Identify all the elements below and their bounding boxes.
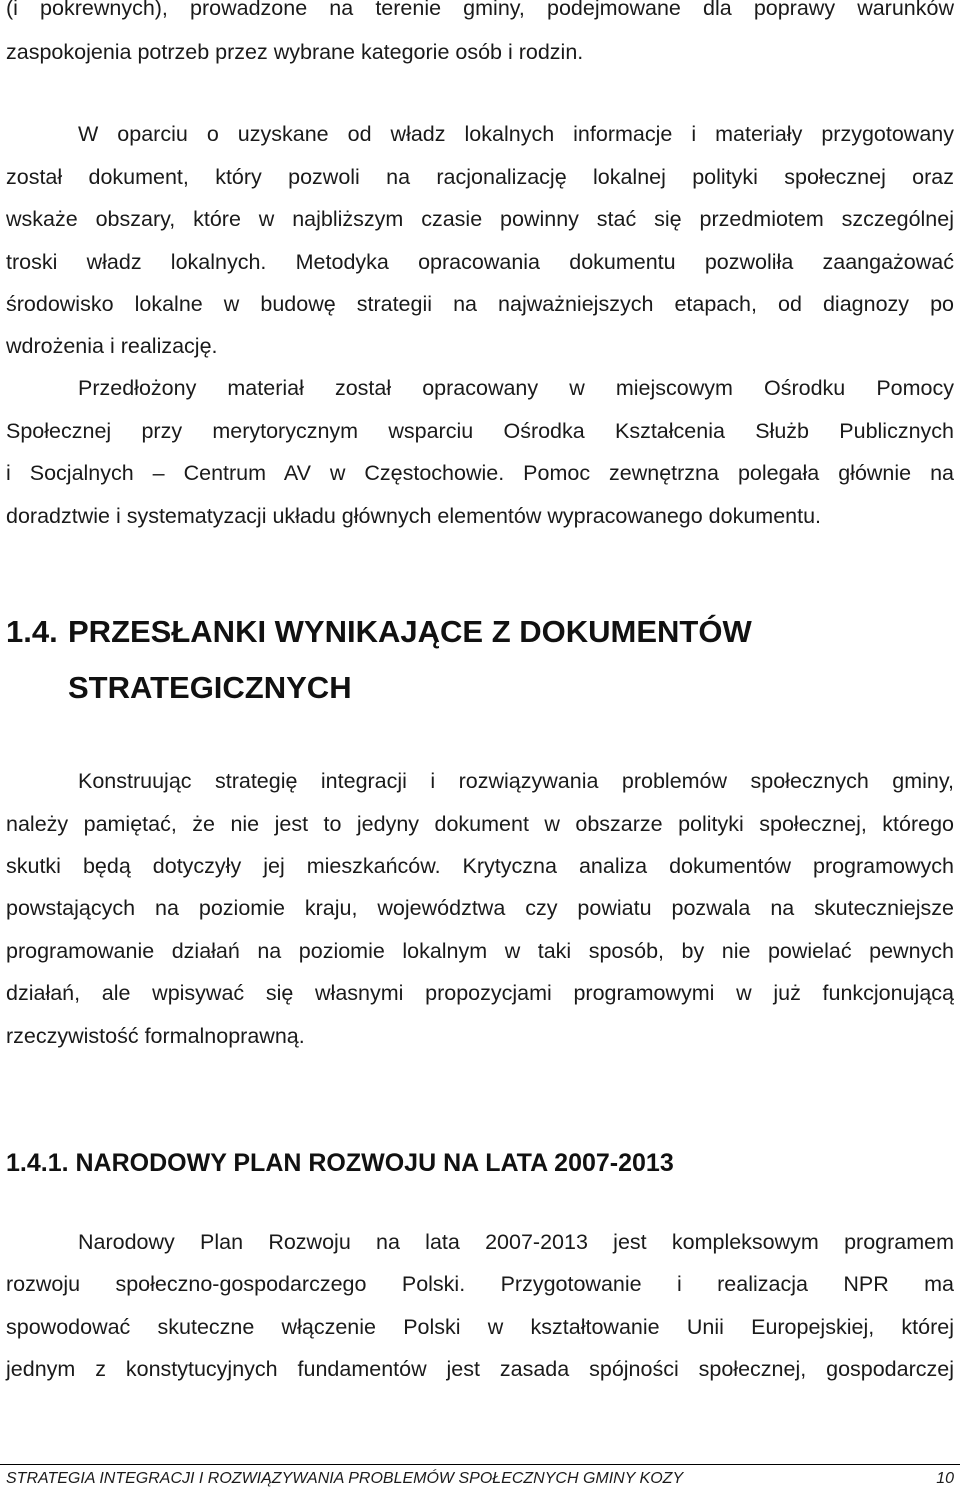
text-line: należy pamiętać, że nie jest to jedyny dokument w obszarze polityki społecznej, którego — [6, 812, 954, 836]
section-heading — [6, 612, 752, 652]
text-line: skutki będą dotyczyły jej mieszkańców. Krytyczna analiza dokumentów programowych — [6, 854, 954, 878]
text-line: spowodować skuteczne włączenie Polski w kształtowanie Unii Europejskiej, której — [6, 1315, 954, 1339]
text-line: wskaże obszary, które w najbliższym czasie powinny stać się przedmiotem szczególnej — [6, 207, 954, 231]
text-line: W oparciu o uzyskane od władz lokalnych informacje i materiały przygotowany — [78, 122, 954, 146]
text-line: środowisko lokalne w budowę strategii na najważniejszych etapach, od diagnozy po — [6, 292, 954, 316]
text-line: powstających na poziomie kraju, województwa czy powiatu pozwala na skuteczniejsze — [6, 896, 954, 920]
text-line: i Socjalnych – Centrum AV w Częstochowie. Pomoc zewnętrzna polegała głównie na — [6, 461, 954, 485]
text-line: rozwoju społeczno-gospodarczego Polski. Przygotowanie i realizacja NPR ma — [6, 1272, 954, 1296]
section-number: 1.4. — [6, 614, 58, 649]
text-line: doradztwie i systematyzacji układu głównych elementów wypracowanego dokumentu. — [6, 504, 822, 528]
text-line: rzeczywistość formalnoprawną. — [6, 1024, 305, 1048]
text-line: działań, ale wpisywać się własnymi propozycjami programowymi w już funkcjonującą — [6, 981, 954, 1005]
text-line: programowanie działań na poziomie lokalnym w taki sposób, by nie powielać pewnych — [6, 939, 954, 963]
text-line: Narodowy Plan Rozwoju na lata 2007-2013 jest kompleksowym programem — [78, 1230, 954, 1254]
text-line: Konstruując strategię integracji i rozwiązywania problemów społecznych gminy, — [78, 769, 954, 793]
page-number: 10 — [936, 1470, 954, 1487]
text-line: został dokument, który pozwoli na racjonalizację lokalnej polityki społecznej oraz — [6, 165, 954, 189]
subsection-heading: 1.4.1. NARODOWY PLAN ROZWOJU NA LATA 2007-2013 — [6, 1149, 674, 1177]
text-line: jednym z konstytucyjnych fundamentów jest zasada spójności społecznej, gospodarczej — [6, 1357, 954, 1381]
footer-title: STRATEGIA INTEGRACJI I ROZWIĄZYWANIA PROBLEMÓW SPOŁECZNYCH GMINY KOZY — [6, 1470, 684, 1487]
text-line: Przedłożony materiał został opracowany w miejscowym Ośrodku Pomocy — [78, 376, 954, 400]
text-line: Społecznej przy merytorycznym wsparciu Ośrodka Kształcenia Służb Publicznych — [6, 419, 954, 443]
footer-divider — [0, 1464, 960, 1465]
section-title-line: STRATEGICZNYCH — [68, 670, 352, 705]
text-line: troski władz lokalnych. Metodyka opracowania dokumentu pozwoliła zaangażować — [6, 250, 954, 274]
section-title-line: PRZESŁANKI WYNIKAJĄCE Z DOKUMENTÓW — [68, 614, 752, 649]
text-line: (i pokrewnych), prowadzone na terenie gminy, podejmowane dla poprawy warunków — [6, 0, 954, 20]
text-line: zaspokojenia potrzeb przez wybrane kategorie osób i rodzin. — [6, 40, 584, 64]
text-line: wdrożenia i realizację. — [6, 334, 218, 358]
